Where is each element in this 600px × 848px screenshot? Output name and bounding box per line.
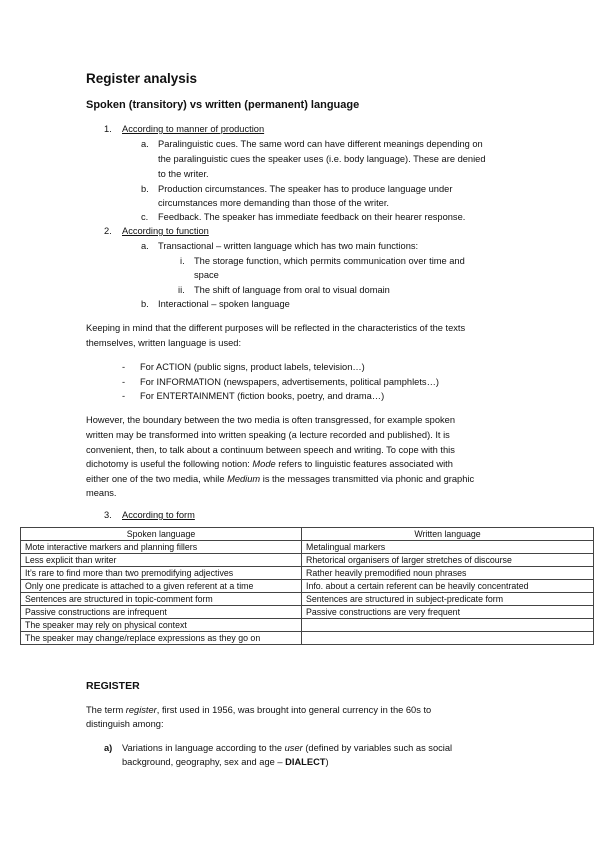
table-cell: Metalingual markers — [302, 541, 594, 554]
table-row — [21, 567, 594, 580]
table-cell: Less explicit than writer — [21, 554, 302, 567]
paragraph-line: distinguish among: — [86, 719, 164, 729]
paragraph-line: themselves, written language is used: — [86, 338, 242, 348]
table-row — [21, 593, 594, 606]
table-cell: Passive constructions are infrequent — [21, 606, 302, 619]
table-row — [21, 580, 594, 593]
table-row — [21, 541, 594, 554]
table-cell: Sentences are structured in subject-predicate form — [302, 593, 594, 606]
dash-list-item: For ACTION (public signs, product labels, television…) — [140, 362, 365, 372]
dash-marker: - — [122, 362, 126, 372]
table-cell: It’s rare to find more than two premodifying adjectives — [21, 567, 302, 580]
list-marker: c. — [141, 212, 149, 222]
table-cell: The speaker may change/replace expressions as they go on — [21, 632, 302, 645]
text-run: The term — [86, 705, 126, 715]
text-run: Variations in language according to the — [122, 743, 285, 753]
sublist-marker: i. — [180, 256, 185, 266]
text-run: refers to linguistic features associated with — [275, 459, 453, 469]
paragraph-line — [86, 703, 431, 717]
text-run: either one of the two media, while — [86, 474, 228, 484]
header-written: Written language — [302, 528, 594, 541]
list-item-line: the paralinguistic cues the speaker uses (i.e. body language). These are denied — [158, 154, 486, 164]
table-cell: Rather heavily premodified noun phrases — [302, 567, 594, 580]
table-row — [21, 619, 594, 632]
section-heading: According to form — [122, 510, 195, 520]
paragraph-line: Keeping in mind that the different purposes will be reflected in the characteristics of the texts — [86, 323, 466, 333]
text-run: is the messages transmitted via phonic and graphic — [260, 474, 475, 484]
paragraph-line: means. — [86, 488, 117, 498]
list-item-line — [122, 741, 452, 755]
paragraph-line: convenient, then, to talk about a continuum between speech and writing. To cope with this — [86, 445, 455, 455]
text-run: dichotomy is useful the following notion: — [86, 459, 253, 469]
table-row — [21, 554, 594, 567]
term-register: register — [125, 705, 157, 715]
section-heading: According to function — [122, 226, 209, 236]
comparison-table — [20, 527, 594, 645]
page-title: Register analysis — [86, 71, 198, 86]
table-cell — [302, 619, 594, 632]
term-mode: Mode — [252, 459, 276, 469]
table-row — [21, 632, 594, 645]
table-row — [21, 606, 594, 619]
section-number: 2. — [104, 226, 112, 236]
sublist-item-line: The storage function, which permits communication over time and — [194, 256, 465, 266]
list-item-line: Production circumstances. The speaker has to produce language under — [158, 184, 453, 194]
list-marker: a. — [141, 241, 149, 251]
list-marker: b. — [141, 299, 149, 309]
table-cell — [302, 632, 594, 645]
section-number: 3. — [104, 510, 112, 520]
term-user: user — [284, 743, 303, 753]
term-medium: Medium — [227, 474, 261, 484]
table-cell: Only one predicate is attached to a given referent at a time — [21, 580, 302, 593]
text-run: ) — [325, 757, 329, 767]
list-item-line: Feedback. The speaker has immediate feedback on their hearer response. — [158, 212, 466, 222]
list-item-line — [122, 755, 329, 769]
table-cell: Mote interactive markers and planning fillers — [21, 541, 302, 554]
list-marker: a. — [141, 139, 149, 149]
list-item-line: Interactional – spoken language — [158, 299, 290, 309]
register-heading: REGISTER — [86, 680, 140, 692]
paragraph-line: However, the boundary between the two media is often transgressed, for example spoken — [86, 415, 455, 425]
text-run: , first used in 1956, was brought into general currency in the 60s to — [156, 705, 432, 715]
dash-list-item: For ENTERTAINMENT (fiction books, poetry, and drama…) — [140, 391, 385, 401]
table-header-row — [21, 528, 594, 541]
subtitle: Spoken (transitory) vs written (permanent) language — [86, 99, 360, 111]
table-cell: Sentences are structured in topic-comment form — [21, 593, 302, 606]
sublist-item-line: The shift of language from oral to visual domain — [194, 285, 390, 295]
paragraph-line — [86, 472, 474, 486]
header-spoken: Spoken language — [21, 528, 302, 541]
paragraph-line: written may be transformed into written speaking (a lecture recorded and published). It is — [86, 430, 450, 440]
text-run: background, geography, sex and age – — [122, 757, 286, 767]
dash-marker: - — [122, 377, 126, 387]
sublist-item-line: space — [194, 270, 219, 280]
section-number: 1. — [104, 124, 112, 134]
list-marker: b. — [141, 184, 149, 194]
list-item-line: Paralinguistic cues. The same word can have different meanings depending on — [158, 139, 483, 149]
dash-marker: - — [122, 391, 126, 401]
sublist-marker: ii. — [178, 285, 185, 295]
table-cell: Passive constructions are very frequent — [302, 606, 594, 619]
list-item-line: Transactional – written language which has two main functions: — [158, 241, 419, 251]
list-item-line: to the writer. — [158, 169, 209, 179]
table-cell: Rhetorical organisers of larger stretches of discourse — [302, 554, 594, 567]
text-run: (defined by variables such as social — [302, 743, 453, 753]
table-cell: The speaker may rely on physical context — [21, 619, 302, 632]
section-heading: According to manner of production — [122, 124, 265, 134]
dash-list-item: For INFORMATION (newspapers, advertisements, political pamphlets…) — [140, 377, 439, 387]
list-item-line: circumstances more demanding than those of the writer. — [158, 198, 389, 208]
table-cell: Info. about a certain referent can be heavily concentrated — [302, 580, 594, 593]
term-dialect: DIALECT — [285, 757, 326, 767]
paragraph-line — [86, 457, 453, 471]
list-marker: a) — [104, 743, 113, 753]
